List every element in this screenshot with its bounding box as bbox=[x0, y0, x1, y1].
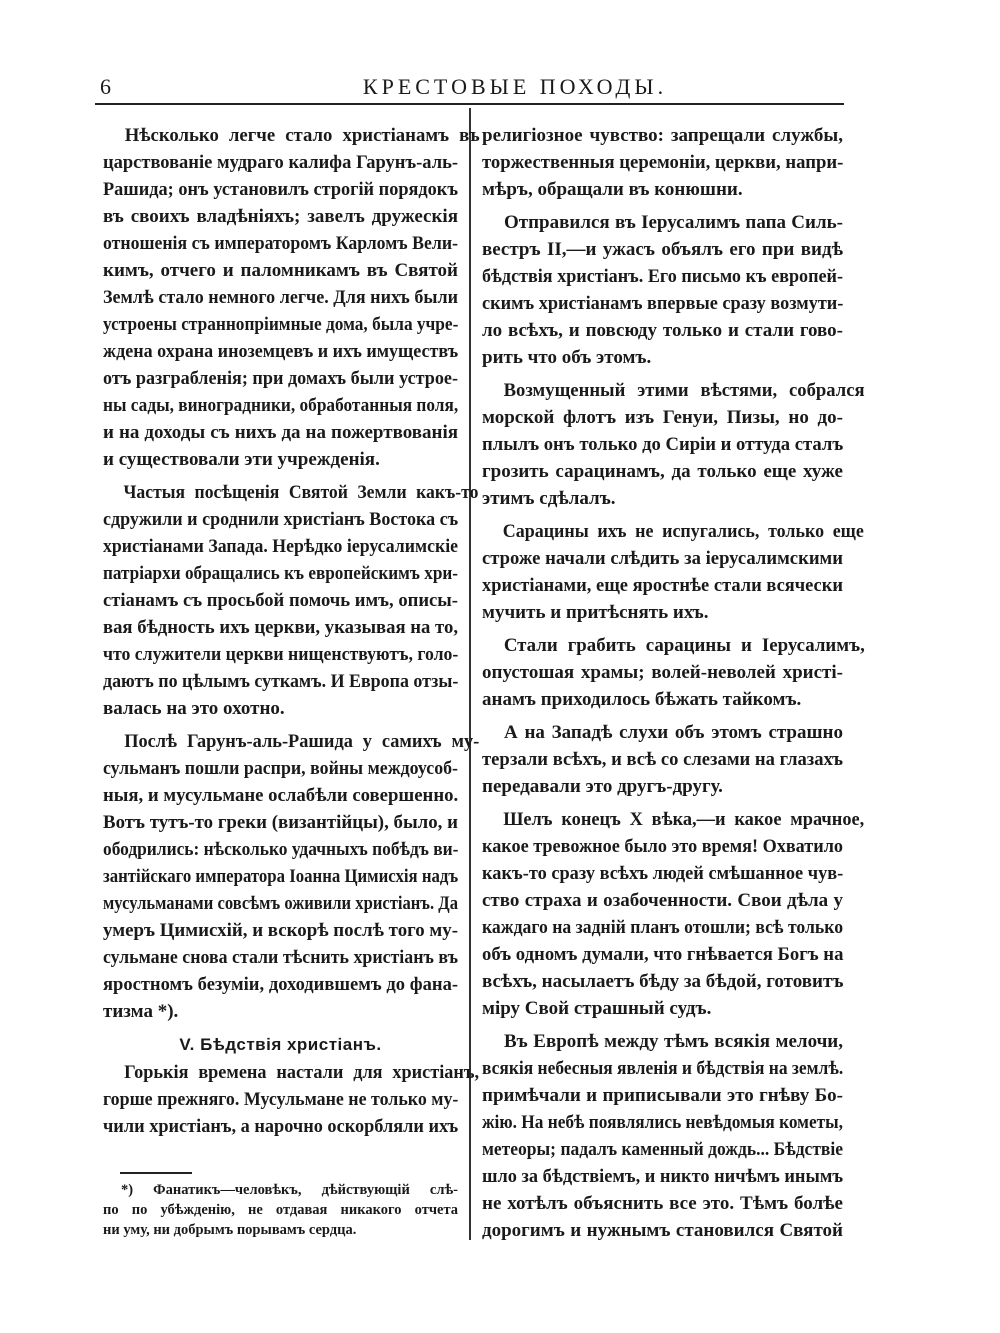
header-rule bbox=[95, 103, 844, 105]
text-line: мучить и притѣснять ихъ. bbox=[482, 602, 709, 623]
text-line: опустошая храмы; волей-неволей христі- bbox=[482, 662, 843, 683]
paragraph bbox=[482, 806, 865, 1022]
text-line: метеоры; падалъ каменный дождь... Бѣдствіе bbox=[482, 1139, 843, 1160]
footnote-rule bbox=[120, 1172, 192, 1174]
text-line: зантійскаго императора Іоанна Цимисхія надъ bbox=[103, 866, 459, 887]
page-number: 6 bbox=[100, 74, 111, 99]
text-line: какъ-то сразу всѣхъ людей смѣшанное чув- bbox=[482, 863, 844, 884]
text-line: вая бѣдность ихъ церкви, указывая на то, bbox=[103, 617, 458, 638]
text-line: рить что объ этомъ. bbox=[482, 347, 652, 368]
text-line: даютъ по цѣлымъ суткамъ. И Европа отзы- bbox=[103, 671, 459, 692]
text-line: вестръ II,—и ужасъ объялъ его при видѣ bbox=[482, 239, 843, 260]
text-line: царствованіе мудраго калифа Гарунъ-аль- bbox=[103, 152, 458, 173]
text-line: каждаго на задній планъ отошли; всѣ только bbox=[482, 917, 844, 938]
text-line: умеръ Цимисхій, и вскорѣ послѣ того му- bbox=[103, 920, 459, 941]
text-line: Частыя посѣщенія Святой Земли какъ-то bbox=[123, 482, 479, 503]
text-line: горше прежняго. Мусульмане не только му- bbox=[103, 1089, 459, 1110]
paragraph bbox=[482, 719, 843, 800]
paragraph bbox=[103, 728, 480, 1025]
text-line: религіозное чувство: запрещали службы, bbox=[482, 125, 843, 146]
paragraph bbox=[482, 122, 843, 203]
text-line: отношенія съ императоромъ Карломъ Вели- bbox=[103, 233, 458, 254]
footnote bbox=[103, 1180, 458, 1240]
running-title: КРЕСТОВЫЕ ПОХОДЫ. bbox=[362, 74, 668, 99]
footnote-line: ни уму, ни добрымъ порывамъ сердца. bbox=[103, 1222, 357, 1238]
text-line: жію. На небѣ появлялись невѣдомыя кометы, bbox=[482, 1112, 844, 1133]
text-line: не хотѣлъ объяснить все это. Тѣмъ болѣе bbox=[482, 1193, 843, 1214]
paragraph bbox=[103, 479, 479, 722]
text-line: всякія небесныя явленія и бѣдствія на землѣ. bbox=[482, 1058, 844, 1079]
left-column bbox=[103, 122, 480, 1146]
paragraph bbox=[482, 377, 865, 512]
text-line: тизма *). bbox=[103, 1001, 179, 1022]
section-heading: V. Бѣдствія христіанъ. bbox=[179, 1035, 382, 1054]
text-line: примѣчали и приписывали это гнѣву Бо- bbox=[482, 1085, 843, 1106]
text-line: Нѣсколько легче стало христіанамъ въ bbox=[124, 125, 480, 146]
paragraph bbox=[482, 1028, 843, 1244]
text-line: отъ разграбленія; при домахъ были устрое- bbox=[103, 368, 458, 389]
text-line: стіанамъ съ просьбой помочь имъ, описы- bbox=[103, 590, 458, 611]
text-line: ство страха и озабоченности. Свои дѣла у bbox=[482, 890, 843, 911]
text-line: Землѣ стало немного легче. Для нихъ были bbox=[103, 287, 458, 308]
text-line: грозить сарацинамъ, да только еще хуже bbox=[482, 461, 843, 482]
text-line: яростномъ безуміи, доходившемъ до фана- bbox=[103, 974, 458, 995]
text-line: А на Западѣ слухи объ этомъ страшно bbox=[504, 722, 843, 743]
text-line: устроены страннопріимные дома, была учре- bbox=[103, 314, 459, 335]
text-line: кимъ, отчего и паломникамъ въ Святой bbox=[103, 260, 458, 281]
text-line: Шелъ конецъ X вѣка,—и какое мрачное, bbox=[503, 809, 865, 830]
text-line: сульмане снова стали тѣснить христіанъ въ bbox=[103, 947, 458, 968]
text-line: шло за бѣдствіемъ, и никто ничѣмъ инымъ bbox=[482, 1166, 844, 1187]
text-line: какое тревожное было это время! Охватило bbox=[482, 836, 844, 857]
text-line: мѣръ, обращали въ конюшни. bbox=[482, 179, 743, 200]
text-line: сульманъ пошли распри, войны междоусоб- bbox=[103, 758, 458, 779]
text-line: въ своихъ владѣніяхъ; завелъ дружескія bbox=[103, 206, 458, 227]
right-column bbox=[482, 122, 865, 1250]
paragraph bbox=[482, 632, 865, 713]
text-line: этимъ сдѣлалъ. bbox=[482, 488, 616, 509]
text-line: ждена охрана иноземцевъ и ихъ имуществъ bbox=[103, 341, 459, 362]
paragraph bbox=[103, 1059, 480, 1140]
text-line: патріархи обращались къ европейскимъ хри- bbox=[103, 563, 458, 584]
paragraph bbox=[482, 518, 864, 626]
text-line: передавали это другъ-другу. bbox=[482, 776, 723, 797]
text-line: торжественныя церемоніи, церкви, напри- bbox=[482, 152, 844, 173]
text-line: сдружили и сроднили христіанъ Востока съ bbox=[103, 509, 459, 530]
paragraph bbox=[482, 209, 843, 371]
text-line: Послѣ Гарунъ-аль-Рашида у самихъ му- bbox=[124, 731, 480, 752]
text-line: Отправился въ Іерусалимъ папа Силь- bbox=[504, 212, 843, 233]
text-line: мусульманами совсѣмъ оживили христіанъ. Да bbox=[103, 893, 458, 914]
text-line: христіанами, еще яростнѣе стали всячески bbox=[482, 575, 843, 596]
footnote-line: *) Фанатикъ—человѣкъ, дѣйствующій слѣ- bbox=[121, 1182, 458, 1198]
text-line: и на доходы съ нихъ да на пожертвованія bbox=[103, 422, 458, 443]
text-line: чили христіанъ, а нарочно оскорбляли ихъ bbox=[103, 1116, 459, 1137]
text-line: всѣхъ, насылаетъ бѣду за бѣдой, готовитъ bbox=[482, 971, 844, 992]
text-line: анамъ приходилось бѣжать тайкомъ. bbox=[482, 689, 802, 710]
text-line: христіанами Запада. Нерѣдко іерусалимскіе bbox=[103, 536, 458, 557]
text-line: Стали грабить сарацины и Іерусалимъ, bbox=[503, 635, 865, 656]
text-line: строже начали слѣдить за іерусалимскими bbox=[482, 548, 843, 569]
text-line: и существовали эти учрежденія. bbox=[103, 449, 380, 470]
text-line: дорогимъ и нужнымъ становился Святой bbox=[482, 1220, 843, 1241]
text-line: Вотъ тутъ-то греки (византійцы), было, и bbox=[103, 812, 458, 833]
text-line: терзали всѣхъ, и всѣ со слезами на глазахъ bbox=[482, 749, 843, 770]
text-line: Въ Европѣ между тѣмъ всякія мелочи, bbox=[504, 1031, 843, 1052]
text-line: бѣдствія христіанъ. Его письмо къ европей- bbox=[482, 266, 843, 287]
text-line: Горькія времена настали для христіанъ, bbox=[124, 1062, 480, 1083]
text-line: Возмущенный этими вѣстями, собрался bbox=[503, 380, 865, 401]
footnote-line: по по убѣжденію, не отдавая никакого отчета bbox=[103, 1202, 458, 1218]
paragraph bbox=[103, 122, 480, 473]
text-line: валась на это охотно. bbox=[103, 698, 285, 719]
text-line: ло всѣхъ, и повсюду только и стали гово- bbox=[482, 320, 843, 341]
text-line: плылъ онъ только до Сиріи и оттуда сталъ bbox=[482, 434, 844, 455]
text-line: ныя, и мусульмане ослабѣли совершенно. bbox=[103, 785, 459, 806]
text-line: морской флотъ изъ Генуи, Пизы, но до- bbox=[482, 407, 843, 428]
text-line: Сарацины ихъ не испугались, только еще bbox=[502, 521, 864, 542]
text-line: ны сады, виноградники, обработанныя поля, bbox=[103, 395, 459, 416]
text-line: объ одномъ думали, что гнѣвается Богъ на bbox=[482, 944, 844, 965]
text-line: Рашида; онъ установилъ строгій порядокъ bbox=[103, 179, 458, 200]
text-line: міру Свой страшный судъ. bbox=[482, 998, 712, 1019]
text-line: скимъ христіанамъ впервые сразу возмути- bbox=[482, 293, 844, 314]
text-line: ободрились: нѣсколько удачныхъ побѣдъ ви- bbox=[103, 839, 459, 860]
text-line: что служители церкви нищенствуютъ, голо- bbox=[103, 644, 459, 665]
